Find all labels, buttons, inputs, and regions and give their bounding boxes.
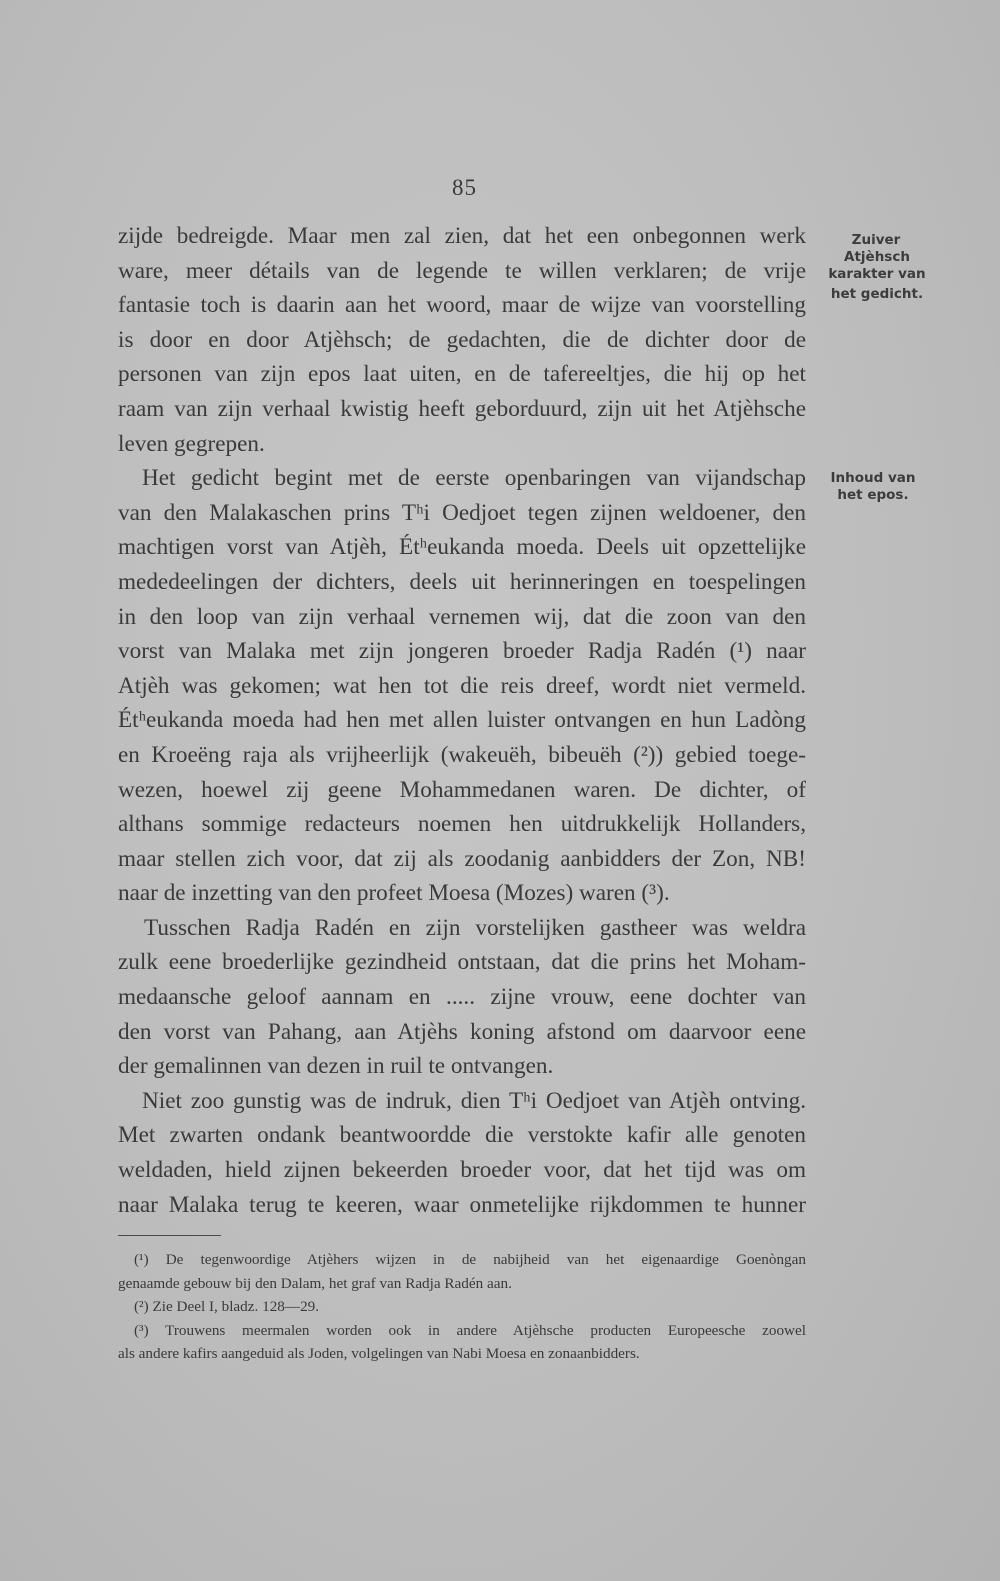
margin-note-line: Atjèhsch [844, 249, 910, 265]
text-line: Het gedicht begint met de eerste openbaringen van vijandschap [142, 465, 806, 492]
text-line: Étʰeukanda moeda had hen met allen luister ontvangen en hun Ladòng [118, 707, 806, 734]
footnote-line: als andere kafirs aangeduid als Joden, volgelingen van Nabi Moesa en zonaanbidders. [118, 1345, 640, 1362]
footnote-line: (²) Zie Deel I, bladz. 128—29. [134, 1298, 320, 1315]
text-line: medaansche geloof aannam en ..... zijne vrouw, eene dochter van [118, 984, 806, 1011]
margin-note-line: het epos. [837, 487, 909, 503]
text-line: raam van zijn verhaal kwistig heeft geborduurd, zijn uit het Atjèhsche [118, 395, 806, 422]
margin-note-line: het gedicht. [830, 286, 924, 302]
page-number: 85 [452, 175, 477, 200]
text-line: maar stellen zich voor, dat zij als zoodanig aanbidders der Zon, NB! [118, 845, 806, 872]
text-line: zijde bedreigde. Maar men zal zien, dat het een onbegonnen werk [118, 223, 806, 249]
text-line: Met zwarten ondank beantwoordde die verstokte kafir alle genoten [118, 1122, 806, 1149]
text-line: naar de inzetting van den profeet Moesa (Mozes) waren (³). [118, 880, 670, 907]
margin-note-zuiver-karakter [812, 232, 942, 303]
footnote-line: genaamde gebouw bij den Dalam, het graf van Radja Radén aan. [118, 1274, 512, 1292]
margin-note-line: karakter van [828, 266, 926, 282]
text-line: der gemalinnen van dezen in ruil te ontvangen. [118, 1053, 554, 1080]
text-line: Tusschen Radja Radén en zijn vorstelijken gastheer was weldra [144, 914, 806, 941]
text-line: en Kroeëng raja als vrijheerlijk (wakeuëh, bibeuëh (²)) gebied toege- [118, 741, 806, 768]
text-line: althans sommige redacteurs noemen hen uitdrukkelijk Hollanders, [118, 811, 806, 838]
text-line: naar Malaka terug te keeren, waar onmetelijke rijkdommen te hunner [118, 1191, 806, 1218]
text-line: fantasie toch is daarin aan het woord, maar de wijze van voorstelling [118, 292, 806, 319]
text-line: mededeelingen der dichters, deels uit herinneringen en toespelingen [118, 568, 806, 595]
text-line: ware, meer détails van de legende te willen verklaren; de vrije [118, 257, 806, 284]
text-line: is door en door Atjèhsch; de gedachten, die de dichter door de [118, 326, 806, 353]
text-line: zulk eene broederlijke gezindheid ontstaan, dat die prins het Moham- [118, 949, 806, 976]
footnote-line: (¹) De tegenwoordige Atjèhers wijzen in de nabijheid van het eigenaardige Goenòngan [134, 1251, 806, 1268]
footnote-divider [118, 1235, 221, 1236]
text-line: wezen, hoewel zij geene Mohammedanen waren. De dichter, of [118, 776, 806, 803]
footnote-line: (³) Trouwens meermalen worden ook in andere Atjèhsche producten Europeesche zoowel [134, 1321, 806, 1339]
text-line: leven gegrepen. [118, 430, 265, 457]
text-line: machtigen vorst van Atjèh, Étʰeukanda moeda. Deels uit opzettelijke [118, 534, 806, 561]
text-line: vorst van Malaka met zijn jongeren broeder Radja Radén (¹) naar [118, 638, 806, 665]
text-line: Atjèh was gekomen; wat hen tot die reis dreef, wordt niet vermeld. [118, 672, 806, 699]
body-text [118, 219, 806, 1222]
text-line: in den loop van zijn verhaal vernemen wij, dat die zoon van den [118, 603, 806, 630]
text-line: den vorst van Pahang, aan Atjèhs koning afstond om daarvoor eene [118, 1018, 806, 1045]
footnotes [118, 1248, 806, 1366]
margin-note-line: Zuiver [851, 232, 901, 248]
text-line: van den Malakaschen prins Tʰi Oedjoet tegen zijnen weldoener, den [118, 499, 806, 526]
margin-note-line: Inhoud van [830, 470, 916, 486]
text-line: personen van zijn epos laat uiten, en de tafereeltjes, die hij op het [118, 361, 806, 388]
margin-note-inhoud [808, 470, 938, 504]
text-line: Niet zoo gunstig was de indruk, dien Tʰi Oedjoet van Atjèh ontving. [142, 1087, 806, 1114]
text-line: weldaden, hield zijnen bekeerden broeder voor, dat het tijd was om [118, 1157, 806, 1184]
